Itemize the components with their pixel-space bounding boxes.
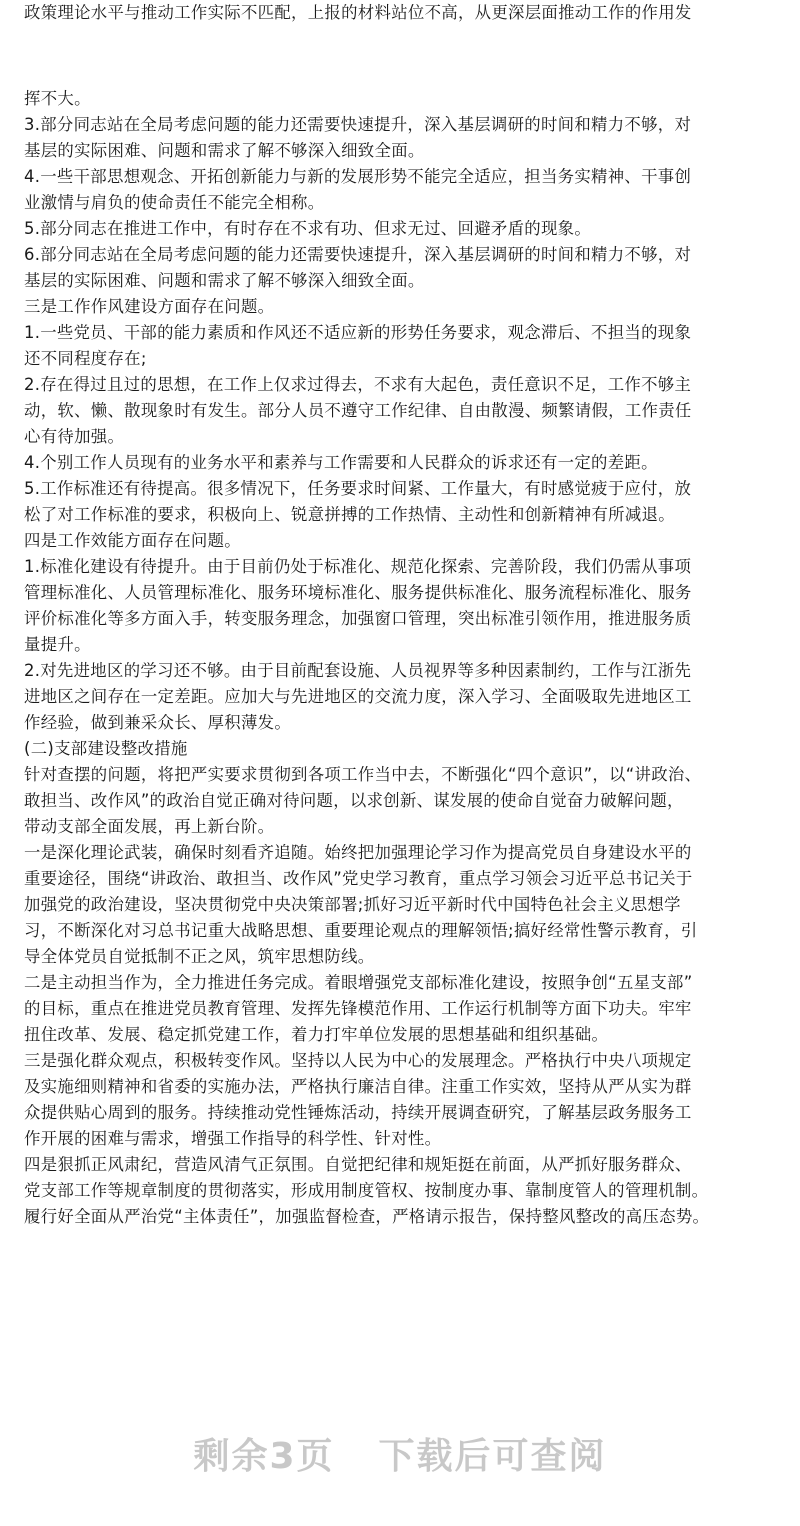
section-heading: (二)支部建设整改措施: [24, 739, 188, 758]
download-hint-label: 下载后可查阅: [378, 1436, 607, 1477]
text-line: 导全体党员自觉抵制不正之风，筑牢思想防线。: [24, 947, 375, 966]
remaining-pages-label: 剩余3页: [193, 1436, 335, 1477]
text-line: 动，软、懒、散现象时有发生。部分人员不遵守工作纪律、自由散漫、频繁请假，工作责任: [24, 401, 692, 420]
text-line: 扭住改革、发展、稳定抓党建工作，着力打牢单位发展的思想基础和组织基础。: [24, 1025, 609, 1044]
text-line: 重要途径，围绕“讲政治、敢担当、改作风”党史学习教育，重点学习领会习近平总书记关于: [24, 869, 693, 888]
text-line: 习，不断深化对习总书记重大战略思想、重要理论观点的理解领悟;搞好经常性警示教育，引: [24, 921, 698, 940]
text-line: 及实施细则精神和省委的实施办法，严格执行廉洁自律。注重工作实效，坚持从严从实为群: [24, 1077, 692, 1096]
text-line: 2.对先进地区的学习还不够。由于目前配套设施、人员视界等多种因素制约，工作与江浙先: [24, 661, 692, 680]
text-line: 针对查摆的问题，将把严实要求贯彻到各项工作当中去，不断强化“四个意识”，以“讲政治、: [24, 765, 702, 784]
text-line: 政策理论水平与推动工作实际不匹配，上报的材料站位不高，从更深层面推动工作的作用发: [24, 3, 692, 22]
text-line: 松了对工作标准的要求，积极向上、锐意拼搏的工作热情、主动性和创新精神有所减退。: [24, 505, 675, 524]
text-line: 业激情与肩负的使命责任不能完全相称。: [24, 193, 325, 212]
text-line: 还不同程度存在;: [24, 349, 147, 368]
text-line: 进地区之间存在一定差距。应加大与先进地区的交流力度，深入学习、全面吸取先进地区工: [24, 687, 692, 706]
text-line: 心有待加强。: [24, 427, 125, 446]
text-line: 量提升。: [24, 635, 91, 654]
text-line: 1.一些党员、干部的能力素质和作风还不适应新的形势任务要求，观念滞后、不担当的现象: [24, 323, 692, 342]
text-line: 基层的实际困难、问题和需求了解不够深入细致全面。: [24, 271, 425, 290]
page-gap: [24, 26, 780, 86]
text-line: 1.标准化建设有待提升。由于目前仍处于标准化、规范化探索、完善阶段，我们仍需从事项: [24, 557, 692, 576]
text-line: 5.部分同志在推进工作中，有时存在不求有功、但求无过、回避矛盾的现象。: [24, 219, 592, 238]
text-line: 履行好全面从严治党“主体责任”，加强监督检查，严格请示报告，保持整风整改的高压态势。: [24, 1207, 710, 1226]
download-prompt[interactable]: [0, 1428, 800, 1479]
text-line: 3.部分同志站在全局考虑问题的能力还需要快速提升，深入基层调研的时间和精力不够，对: [24, 115, 692, 134]
text-line: 评价标准化等多方面入手，转变服务理念，加强窗口管理，突出标准引领作用，推进服务质: [24, 609, 692, 628]
text-line: 管理标准化、人员管理标准化、服务环境标准化、服务提供标准化、服务流程标准化、服务: [24, 583, 692, 602]
text-line: 党支部工作等规章制度的贯彻落实，形成用制度管权、按制度办事、靠制度管人的管理机制。: [24, 1181, 709, 1200]
text-line: 带动支部全面发展，再上新台阶。: [24, 817, 275, 836]
text-line: 作经验，做到兼采众长、厚积薄发。: [24, 713, 292, 732]
text-line: 挥不大。: [24, 89, 91, 108]
document-body: [24, 0, 780, 1230]
text-line: 三是强化群众观点，积极转变作风。坚持以人民为中心的发展理念。严格执行中央八项规定: [24, 1051, 692, 1070]
text-line: 2.存在得过且过的思想，在工作上仅求过得去，不求有大起色，责任意识不足，工作不够主: [24, 375, 692, 394]
text-line: 加强党的政治建设，坚决贯彻党中央决策部署;抓好习近平新时代中国特色社会主义思想学: [24, 895, 681, 914]
section-heading: 四是工作效能方面存在问题。: [24, 531, 241, 550]
text-line: 6.部分同志站在全局考虑问题的能力还需要快速提升，深入基层调研的时间和精力不够，对: [24, 245, 692, 264]
text-line: 一是深化理论武装，确保时刻看齐追随。始终把加强理论学习作为提高党员自身建设水平的: [24, 843, 692, 862]
text-line: 众提供贴心周到的服务。持续推动党性锤炼活动，持续开展调查研究，了解基层政务服务工: [24, 1103, 692, 1122]
text-line: 基层的实际困难、问题和需求了解不够深入细致全面。: [24, 141, 425, 160]
text-line: 4.个别工作人员现有的业务水平和素养与工作需要和人民群众的诉求还有一定的差距。: [24, 453, 658, 472]
text-line: 敢担当、改作风”的政治自觉正确对待问题，以求创新、谋发展的使命自觉奋力破解问题，: [24, 791, 684, 810]
text-line: 作开展的困难与需求，增强工作指导的科学性、针对性。: [24, 1129, 442, 1148]
section-heading: 三是工作作风建设方面存在问题。: [24, 297, 275, 316]
text-line: 4.一些干部思想观念、开拓创新能力与新的发展形势不能完全适应，担当务实精神、干事创: [24, 167, 692, 186]
text-line: 二是主动担当作为，全力推进任务完成。着眼增强党支部标准化建设，按照争创“五星支部”: [24, 973, 693, 992]
text-line: 四是狠抓正风肃纪，营造风清气正氛围。自觉把纪律和规矩挺在前面，从严抓好服务群众、: [24, 1155, 692, 1174]
text-line: 的目标，重点在推进党员教育管理、发挥先锋模范作用、工作运行机制等方面下功夫。牢牢: [24, 999, 692, 1018]
text-line: 5.工作标准还有待提高。很多情况下，任务要求时间紧、工作量大，有时感觉疲于应付，放: [24, 479, 692, 498]
